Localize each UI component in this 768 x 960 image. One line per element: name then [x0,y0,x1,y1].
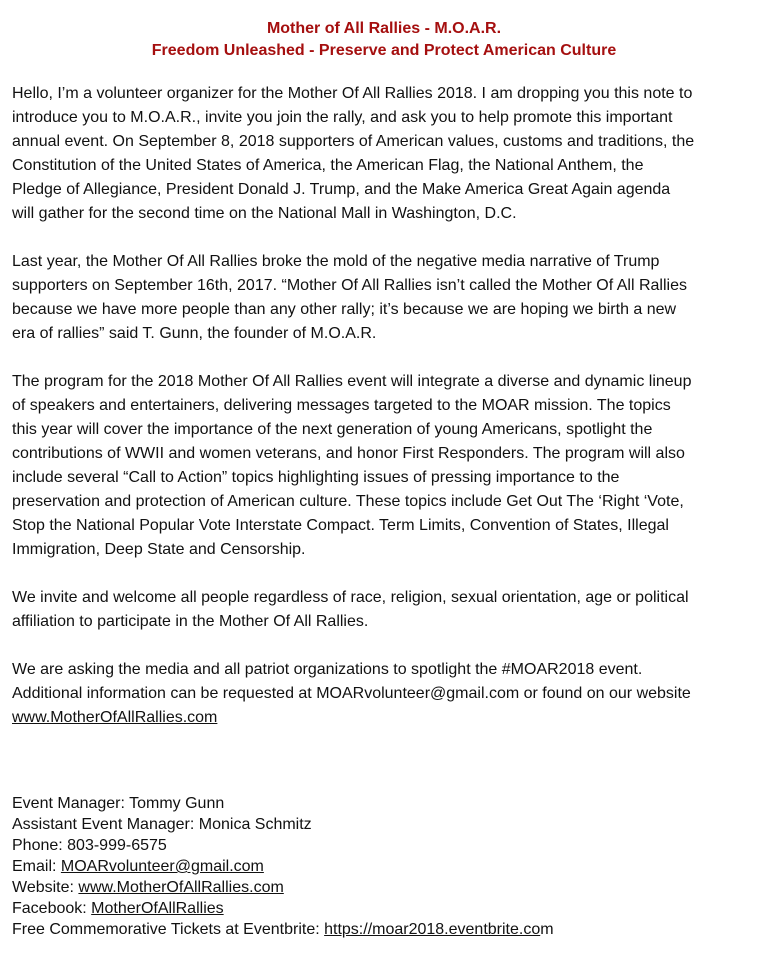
text-line: Hello, I’m a volunteer organizer for the Mother Of All Rallies 2018. I am dropping you this note to [12,85,693,102]
tickets-tail: m [540,921,554,938]
assistant-event-manager: Assistant Event Manager: Monica Schmitz [12,816,312,833]
website-link[interactable]: www.MotherOfAllRallies.com [12,709,218,726]
text-line: Constitution of the United States of America, the American Flag, the National Anthem, the [12,157,644,174]
text-line: The program for the 2018 Mother Of All Rallies event will integrate a diverse and dynamic lineup [12,373,692,390]
document-title: Mother of All Rallies - M.O.A.R. [266,20,502,37]
email-link[interactable]: MOARvolunteer@gmail.com [60,858,264,875]
paragraph-media [12,658,760,730]
tickets-label: Free Commemorative Tickets at Eventbrite: [12,921,325,938]
text-line [12,706,760,730]
text-line: contributions of WWII and women veterans, and honor First Responders. The program will also [12,445,685,462]
text-line: supporters on September 16th, 2017. “Mother Of All Rallies isn’t called the Mother Of All Rallies [12,277,687,294]
text-line: Pledge of Allegiance, President Donald J. Trump, and the Make America Great Again agenda [12,181,671,198]
contact-website-link[interactable]: www.MotherOfAllRallies.com [78,879,284,896]
text-line: affiliation to participate in the Mother Of All Rallies. [12,613,369,630]
text-line: Additional information can be requested at MOARvolunteer@gmail.com or found on our website [12,685,691,702]
email-row [12,856,760,877]
text-line: Stop the National Popular Vote Interstate Compact. Term Limits, Convention of States, Illegal [12,517,669,534]
text-line: this year will cover the importance of the next generation of young Americans, spotlight the [12,421,653,438]
website-label: Website: [12,879,79,896]
paragraph-invite [12,586,760,634]
facebook-row [12,898,760,919]
text-line: introduce you to M.O.A.R., invite you join the rally, and ask you to help promote this important [12,109,673,126]
text-line: annual event. On September 8, 2018 supporters of American values, customs and traditions, the [12,133,695,150]
text-line: era of rallies” said T. Gunn, the founder of M.O.A.R. [12,325,377,342]
document-body [12,82,760,754]
paragraph-program [12,370,760,562]
facebook-link[interactable]: MotherOfAllRallies [91,900,224,917]
text-line: Last year, the Mother Of All Rallies broke the mold of the negative media narrative of Trump [12,253,660,270]
text-line: include several “Call to Action” topics highlighting issues of pressing importance to the [12,469,620,486]
email-label: Email: [12,858,61,875]
eventbrite-link[interactable]: https://moar2018.eventbrite.co [324,921,541,938]
document-subtitle: Freedom Unleashed - Preserve and Protect American Culture [151,42,617,59]
contact-block [12,793,760,940]
text-line: Immigration, Deep State and Censorship. [12,541,306,558]
paragraph-last-year [12,250,760,346]
text-line: We are asking the media and all patriot organizations to spotlight the #MOAR2018 event. [12,661,643,678]
website-row [12,877,760,898]
paragraph-intro [12,82,760,226]
text-line: preservation and protection of American culture. These topics include Get Out The ‘Right ‘Vote, [12,493,684,510]
text-line: will gather for the second time on the National Mall in Washington, D.C. [12,205,517,222]
phone: Phone: 803-999-6575 [12,837,167,854]
tickets-row [12,919,760,940]
text-line: We invite and welcome all people regardless of race, religion, sexual orientation, age or political [12,589,689,606]
document-header [0,18,768,62]
text-line: of speakers and entertainers, delivering messages targeted to the MOAR mission. The topics [12,397,671,414]
event-manager: Event Manager: Tommy Gunn [12,795,225,812]
facebook-label: Facebook: [12,900,92,917]
text-line: because we have more people than any other rally; it’s because we are hoping we birth a new [12,301,677,318]
